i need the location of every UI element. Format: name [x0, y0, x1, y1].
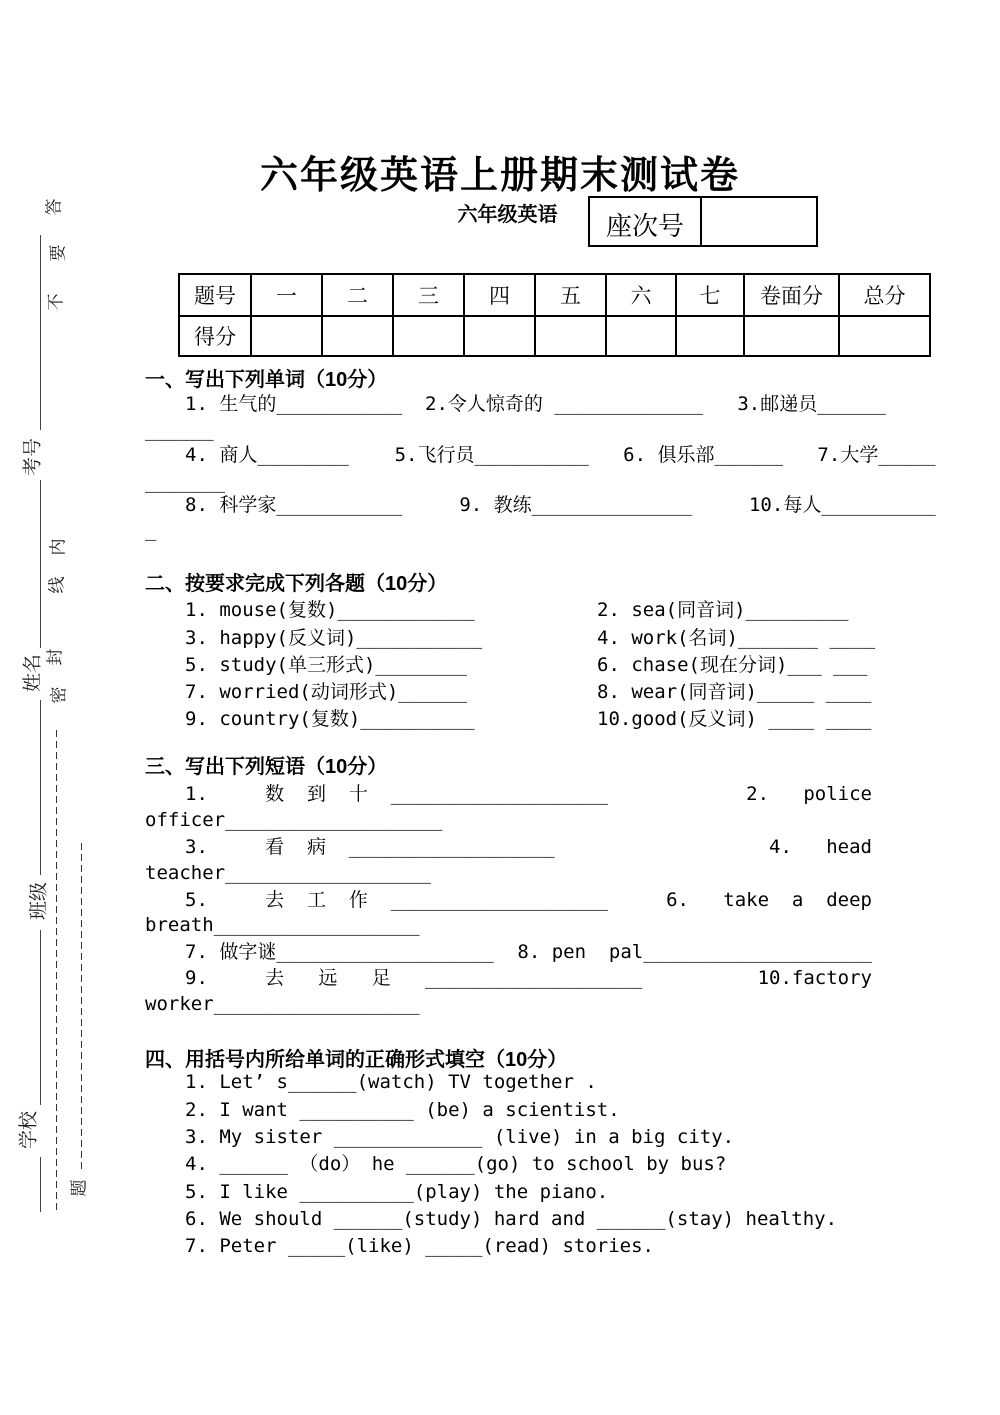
section1-line: _: [145, 519, 157, 541]
section3-row: [185, 888, 872, 912]
seal-char: 题: [69, 1179, 89, 1197]
score-cell: [676, 316, 744, 356]
section3-row: [185, 835, 872, 859]
section3-item: 6. take a deep: [666, 889, 872, 911]
exam-number-label: 考号: [22, 437, 44, 477]
score-table-header: 三: [393, 274, 464, 316]
section3-item: 4. head: [769, 836, 872, 858]
section3-item: 2. police: [746, 783, 872, 805]
score-table-header: 七: [676, 274, 744, 316]
score-table-header: 二: [322, 274, 393, 316]
section3-item: 5. 去 工 作 ___________________: [185, 889, 609, 911]
section4-item: 6. We should ______(study) hard and ______(stay) healthy.: [185, 1208, 838, 1230]
school-label: 学校: [18, 1110, 40, 1150]
section4-heading: 四、用括号内所给单词的正确形式填空（10分）: [145, 1049, 568, 1071]
section2-item: 5. study(单三形式)________: [185, 654, 467, 676]
seal-char: 内: [48, 538, 68, 556]
section2-item: 7. worried(动词形式)______: [185, 681, 467, 703]
score-cell: [744, 316, 839, 356]
section4-item: 3. My sister _____________ (live) in a big city.: [185, 1126, 735, 1148]
section3-item: 3. 看 病 __________________: [185, 836, 555, 858]
section3-row: [185, 782, 872, 806]
seal-line-dashed-1: [56, 730, 57, 1212]
score-cell: [464, 316, 535, 356]
section1-line: ______: [145, 419, 214, 441]
section1-line: 4. 商人________ 5.飞行员__________ 6. 俱乐部______ 7.大学_____: [185, 444, 936, 466]
section3-item: worker__________________: [145, 993, 420, 1015]
score-table-header: 一: [251, 274, 322, 316]
score-table-header: 四: [464, 274, 535, 316]
score-cell: [535, 316, 606, 356]
section4-item: 4. ______ （do） he ______(go) to school by bus?: [185, 1153, 727, 1175]
page-title: 六年级英语上册期末测试卷: [259, 155, 740, 197]
section2-item: 1. mouse(复数)____________: [185, 599, 475, 621]
section3-item: 8. pen pal____________________: [517, 941, 872, 963]
score-table-header: 五: [535, 274, 606, 316]
section3-row: [185, 940, 872, 964]
score-table-header: 六: [606, 274, 676, 316]
section1-line: 8. 科学家___________ 9. 教练______________ 10.每人__________: [185, 494, 936, 516]
section4-item: 2. I want __________ (be) a scientist.: [185, 1099, 620, 1121]
section4-item: 5. I like __________(play) the piano.: [185, 1181, 609, 1203]
section3-item: 1. 数 到 十 ___________________: [185, 783, 609, 805]
seal-char: 不: [46, 293, 66, 311]
section3-item: 9. 去 远 足 ___________________: [185, 967, 643, 989]
class-label: 班级: [28, 881, 50, 921]
score-cell: [839, 316, 930, 356]
score-cell: [393, 316, 464, 356]
seal-line-solid-2: [40, 480, 41, 648]
seal-line-solid-3: [40, 700, 41, 875]
section2-item: 4. work(名词)_______ ____: [597, 627, 876, 649]
student-name-label: 姓名: [22, 653, 44, 693]
page-subtitle: 六年级英语: [457, 204, 558, 226]
section3-item: teacher__________________: [145, 862, 431, 884]
seal-char: 线: [47, 576, 67, 594]
score-table-header: 总分: [839, 274, 930, 316]
section1-heading: 一、写出下列单词（10分）: [145, 369, 388, 391]
seat-number-label: 座次号: [590, 198, 702, 245]
section3-item: 10.factory: [757, 967, 872, 989]
section2-item: 10.good(反义词) ____ ____: [597, 708, 872, 730]
score-row-label: 得分: [179, 316, 251, 356]
seal-char: 密: [49, 686, 69, 704]
seal-char: 封: [45, 648, 65, 666]
score-cell: [322, 316, 393, 356]
section3-item: officer___________________: [145, 809, 443, 831]
section4-item: 7. Peter _____(like) _____(read) stories.: [185, 1235, 654, 1257]
section2-item: 3. happy(反义词)___________: [185, 627, 483, 649]
seal-line-solid-5: [40, 1157, 41, 1212]
section3-item: breath__________________: [145, 914, 420, 936]
section1-line: _______: [145, 471, 226, 493]
score-table-header: 卷面分: [744, 274, 839, 316]
section3-heading: 三、写出下列短语（10分）: [145, 756, 388, 778]
section2-item: 2. sea(同音词)_________: [597, 599, 849, 621]
section2-item: 8. wear(同音词)_____ ____: [597, 681, 872, 703]
seal-line-dashed-2: [81, 843, 82, 1172]
score-cell: [251, 316, 322, 356]
score-cell: [606, 316, 676, 356]
seat-number-box: [588, 196, 818, 247]
seat-number-value-cell: [702, 198, 816, 245]
seal-line-solid-4: [40, 930, 41, 1105]
section2-heading: 二、按要求完成下列各题（10分）: [145, 573, 448, 595]
section3-item: 7. 做字谜___________________: [185, 941, 494, 963]
section2-item: 6. chase(现在分词)___ ___: [597, 654, 868, 676]
section1-line: 1. 生气的___________ 2.令人惊奇的 _____________ 3.邮递员______: [185, 393, 886, 415]
seal-char: 答: [44, 198, 64, 216]
score-table-header: 题号: [179, 274, 251, 316]
section4-item: 1. Let’ s______(watch) TV together .: [185, 1071, 597, 1093]
score-table: [178, 273, 931, 357]
section3-row: [185, 966, 872, 990]
seal-char: 要: [48, 244, 68, 262]
section2-item: 9. country(复数)__________: [185, 708, 475, 730]
seal-line-solid-1: [40, 235, 41, 430]
